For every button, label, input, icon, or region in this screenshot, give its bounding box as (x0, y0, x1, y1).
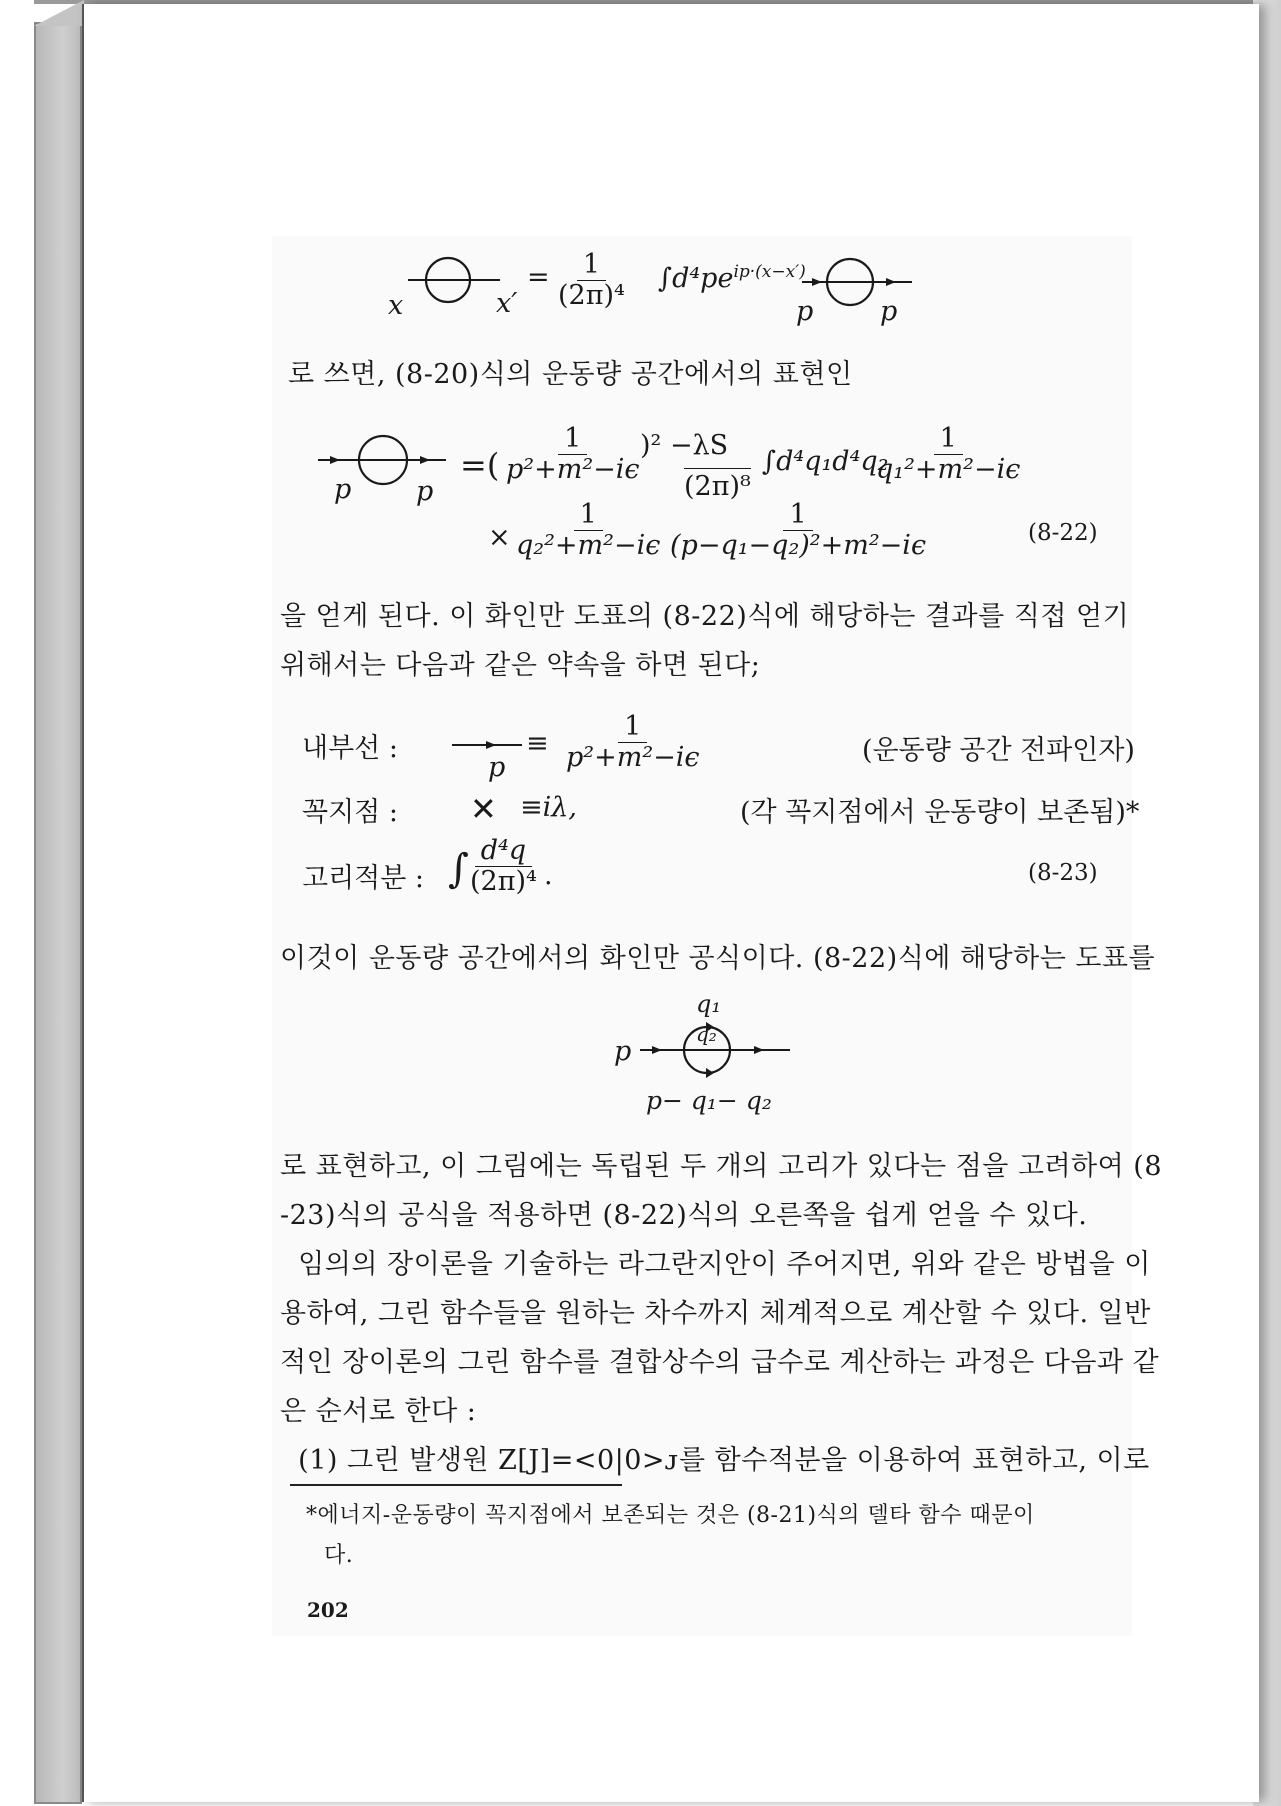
eq2-times: × (488, 522, 511, 553)
text-para-2-line-5: 적인 장이론의 그린 함수를 결합상수의 급수로 계산하는 과정은 다음과 같 (280, 1347, 1160, 1378)
eq1-p-left: p (796, 296, 814, 327)
rule-loop-integral: ∫ (448, 846, 469, 892)
diagram-bottom-label: p− q₁− q₂ (646, 1086, 772, 1115)
rule-internal-frac: $\frac{1}{\text{p²+m²−iϵ}}$ (566, 711, 700, 773)
text-line-1: 로 쓰면, (8-20)식의 운동량 공간에서의 표현인 (288, 359, 853, 390)
eq2-frac3: $\frac{1}{\text{q₂²+m²−iϵ}}$ (516, 499, 661, 561)
eq2-open: =( (460, 446, 500, 484)
footnote-line-2: 다. (324, 1543, 354, 1568)
eq2-power-lambda: )² −λS (640, 430, 729, 461)
text-para-1-line-2: 위해서는 다음과 같은 약속을 하면 된다; (280, 650, 761, 681)
eq2-p-left: p (334, 474, 352, 505)
rule-internal-note: (운동량 공간 전파인자) (862, 735, 1135, 766)
text-para-2-line-2: -23)식의 공식을 적용하면 (8-22)식의 오른쪽을 쉽게 얻을 수 있다. (280, 1200, 1088, 1231)
footnote-line-1: *에너지-운동량이 꼭지점에서 보존되는 것은 (8-21)식의 델타 함수 때문이 (306, 1503, 1035, 1528)
eq1-x-label: x (388, 290, 404, 321)
diagram-p: p (614, 1036, 632, 1067)
text-para-2-line-4: 용하여, 그린 함수들을 원하는 차수까지 체계적으로 계산할 수 있다. 일반 (280, 1298, 1151, 1329)
eq2-number: (8-22) (1028, 520, 1098, 546)
eq-8-23-number: (8-23) (1028, 860, 1098, 886)
text-para-1-line-1: 을 얻게 된다. 이 화인만 도표의 (8-22)식에 해당하는 결과를 직접 얻기 (280, 601, 1130, 632)
eq2-integral: ∫d⁴q₁d⁴q₂ (762, 446, 889, 477)
rule-loop-label: 고리적분 : (302, 863, 425, 894)
eq1-fraction: $\frac{1}{\text{(2π)⁴}}$ (558, 249, 625, 311)
rule-loop-dot: . (544, 860, 553, 891)
text-para-2-line-3: 임의의 장이론을 기술하는 라그란지안이 주어지면, 위와 같은 방법을 이 (280, 1249, 1151, 1280)
eq2-frac4: $\frac{1}{\text{(p−q₁−q₂)²+m²−iϵ}}$ (670, 499, 927, 561)
rule-internal-equiv: ≡ (526, 728, 549, 759)
eq1-equals: = (527, 262, 550, 293)
text-para-2-line-1: 로 표현하고, 이 그림에는 독립된 두 개의 고리가 있다는 점을 고려하여 (8 (280, 1151, 1162, 1182)
eq2-p-right: p (416, 476, 434, 507)
rule-vertex-note: (각 꼭지점에서 운동량이 보존됨)* (740, 797, 1140, 828)
eq2-frac1: $\frac{1}{\text{p²+m²−iϵ}}$ (506, 423, 640, 485)
rule-internal-p: p (488, 752, 506, 783)
vertex-cross-icon: ✕ (470, 790, 497, 828)
eq1-p-right: p (880, 296, 898, 327)
eq2-2pi8: (2π)⁸ (684, 468, 751, 502)
eq1-xprime-label: x′ (496, 288, 518, 319)
eq1-integral: $\int d^4pe^{ip\cdot(x-x')}$ (658, 262, 806, 294)
rule-loop-frac: $\frac{\text{d⁴q}}{\text{(2π)⁴}}$ (470, 835, 537, 897)
eq2-frac2: $\frac{1}{\text{q₁²+m²−iϵ}}$ (876, 423, 1021, 485)
diagram-q1: q₁ (696, 990, 721, 1018)
text-para-2-line-7: (1) 그린 발생원 Z[J]=<0|0>ᴊ를 함수적분을 이용하여 표현하고, 이로 (280, 1445, 1150, 1476)
footnote-rule (290, 1484, 622, 1486)
rule-vertex-eq: ≡iλ, (520, 792, 577, 823)
rule-internal-label: 내부선 : (302, 733, 398, 764)
text-line-2: 이것이 운동량 공간에서의 화인만 공식이다. (8-22)식에 해당하는 도표를 (280, 943, 1156, 974)
text-para-2-line-6: 은 순서로 한다 : (280, 1396, 477, 1427)
page-number: 202 (307, 1598, 349, 1622)
rule-vertex-label: 꼭지점 : (302, 797, 398, 828)
diagram-q2: q₂ (696, 1022, 717, 1046)
